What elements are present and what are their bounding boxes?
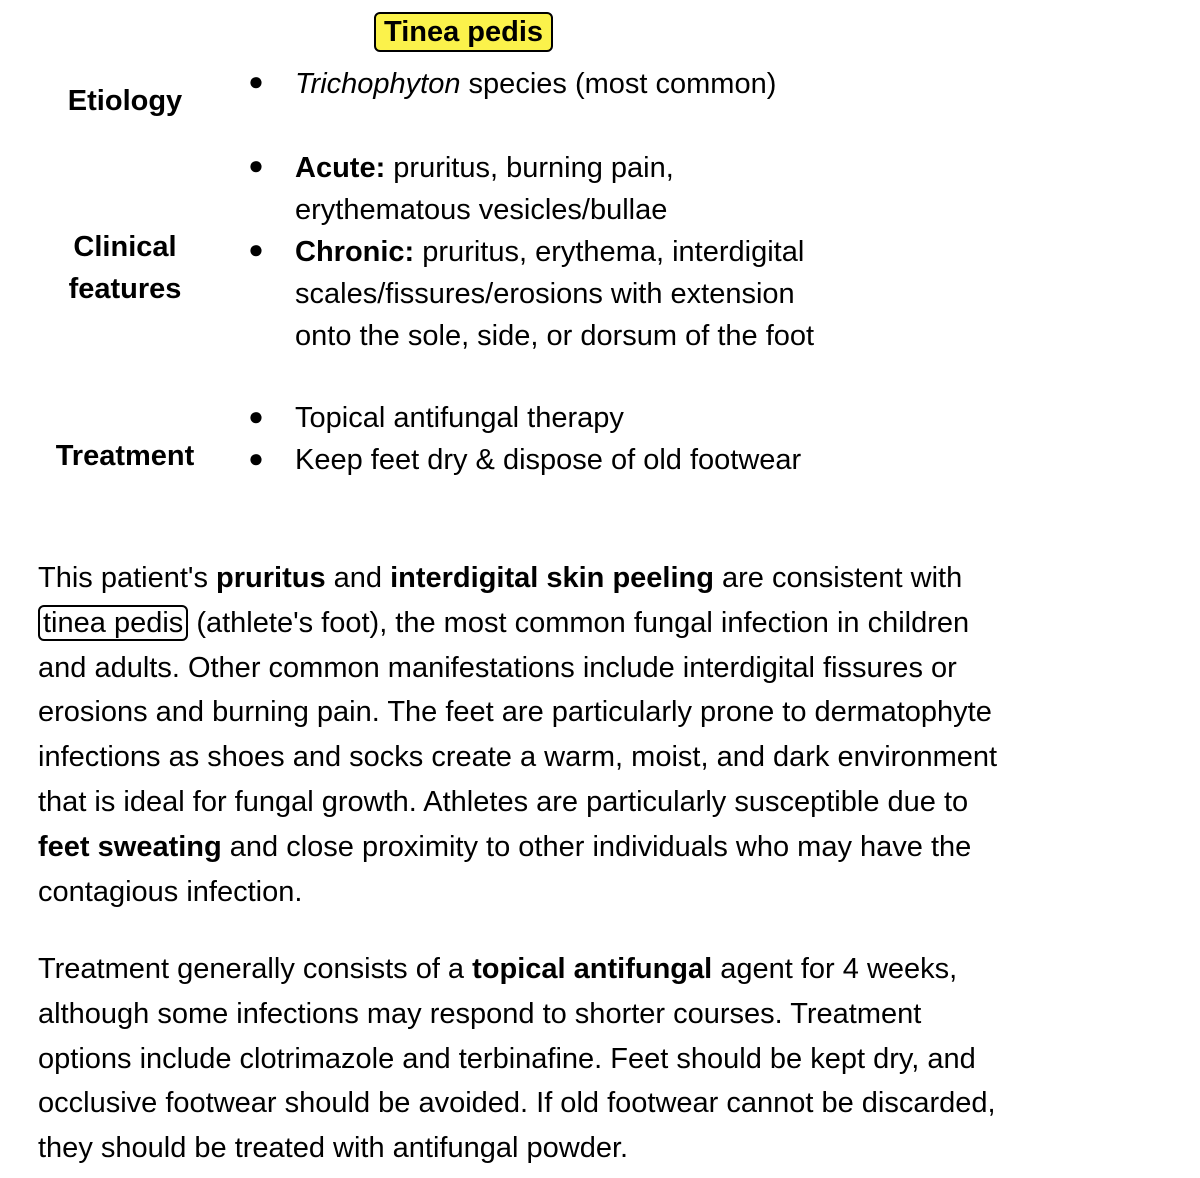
clinical-features-label: Clinical features [68, 231, 182, 305]
clinical-chronic-item: Chronic: pruritus, erythema, interdigital scales/fissures/erosions with extension onto the sole, side, or dorsum of the foot [295, 236, 815, 352]
bullet-icon: ● [248, 150, 264, 180]
treatment-label: Treatment [55, 440, 195, 472]
explanation-paragraph-2: Treatment generally consists of a topical antifungal agent for 4 weeks, although some infections may respond to shorter courses. Treatment options include clotrimazole and terbinafine. Feet should be kept dry, and occlusive footwear should be avoided. If old footwear cannot be discarded, they should be treated with antifungal powder. [38, 953, 996, 1165]
clinical-acute-item: Acute: pruritus, burning pain, erythematous vesicles/bullae [295, 152, 674, 226]
etiology-item: Trichophyton species (most common) [295, 68, 777, 100]
tinea-pedis-highlight: tinea pedis [38, 605, 188, 641]
treatment-item: Topical antifungal therapy [295, 402, 624, 434]
bullet-icon: ● [248, 401, 264, 431]
explanation-paragraph-1: This patient's pruritus and interdigital skin peeling are consistent with tinea pedis (athlete's foot), the most common fungal infection in children and adults. Other common manifestations include interdigital fissures or erosions and burning pain. The feet are particularly prone to dermatophyte infections as shoes and socks create a warm, moist, and dark environment that is ideal for fungal growth. Athletes are particularly susceptible due to feet sweating and close proximity to other individuals who may have the contagious infection. [38, 562, 998, 908]
table-title: Tinea pedis [374, 12, 553, 52]
etiology-label: Etiology [67, 85, 183, 117]
bullet-icon: ● [248, 443, 264, 473]
bullet-icon: ● [248, 66, 264, 96]
treatment-item: Keep feet dry & dispose of old footwear [295, 444, 802, 476]
bullet-icon: ● [248, 234, 264, 264]
